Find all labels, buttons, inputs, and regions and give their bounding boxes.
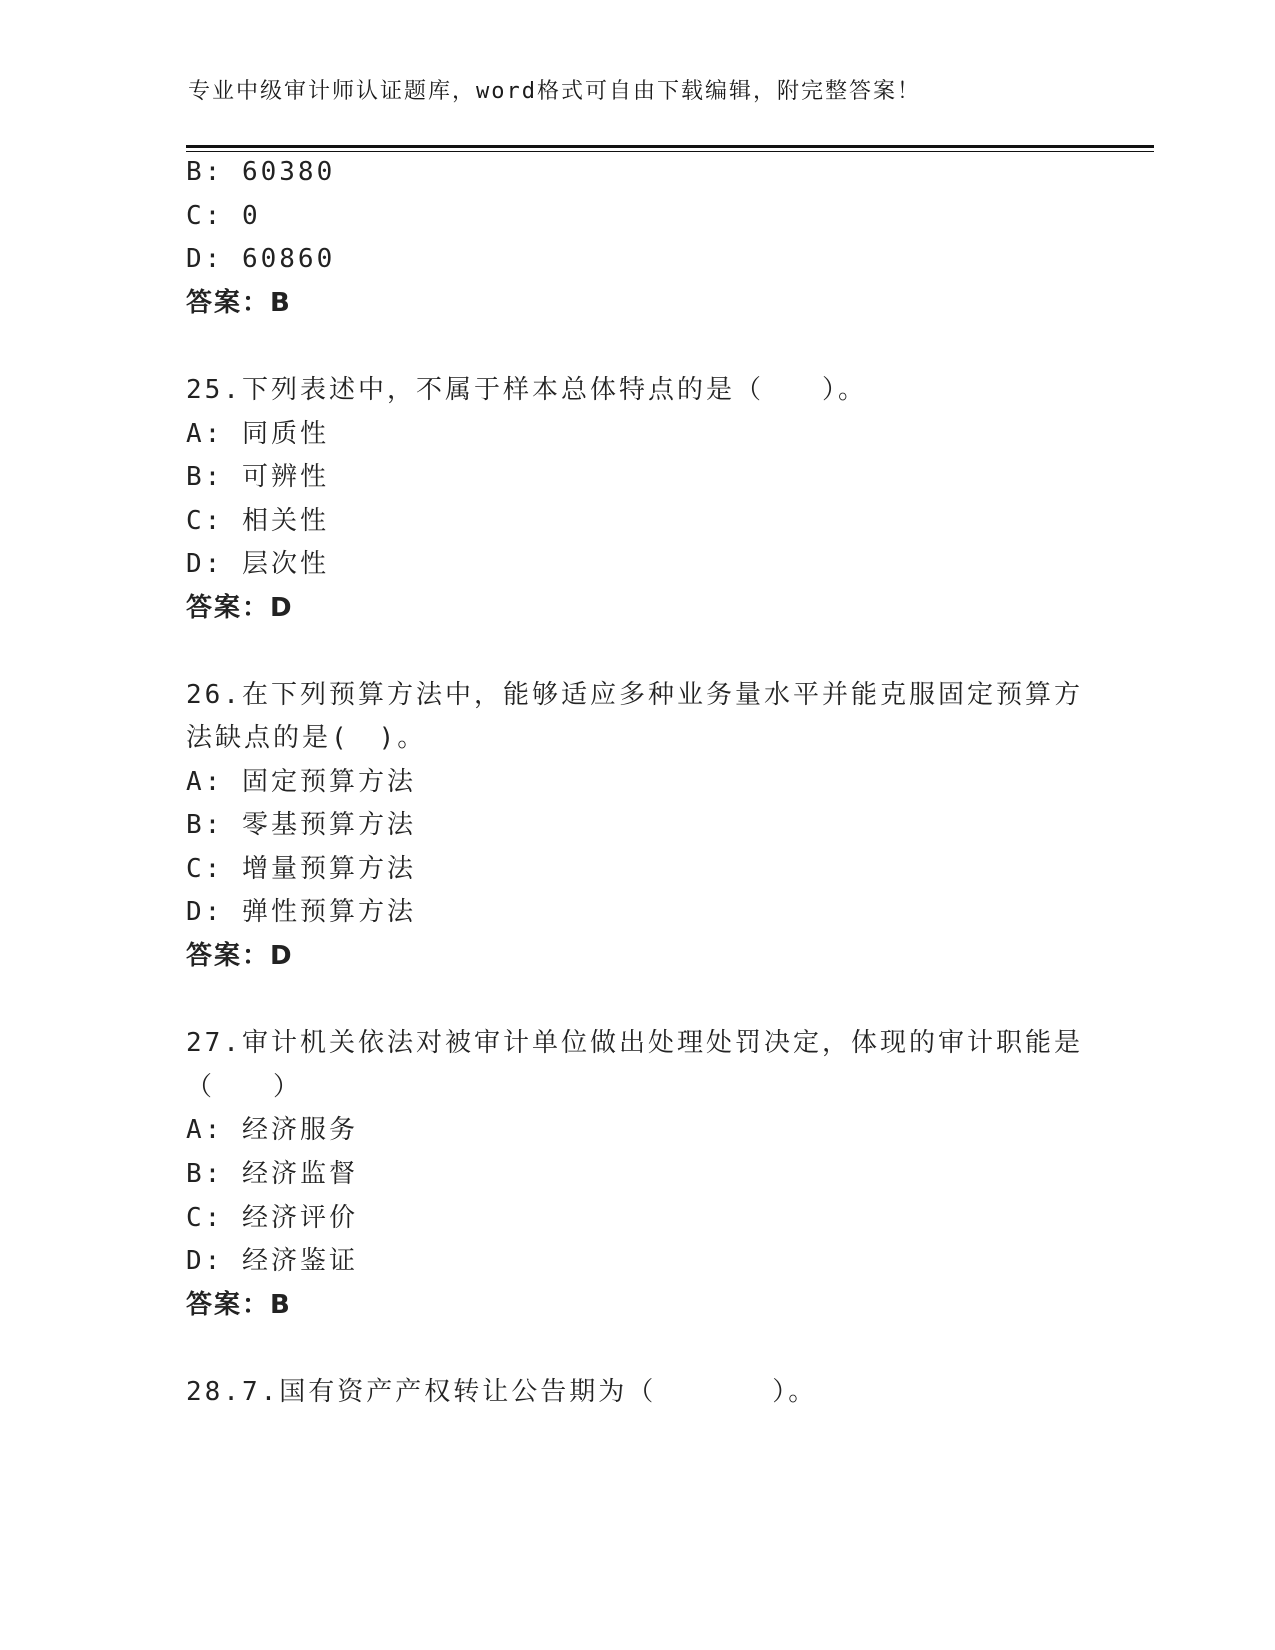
option-d: D: 经济鉴证 [186,1246,358,1276]
question-stem: 26.在下列预算方法中，能够适应多种业务量水平并能克服固定预算方 [186,680,1083,710]
option-a: A: 同质性 [186,419,329,449]
option-c: C: 0 [186,201,261,231]
option-b: B: 60380 [186,157,336,187]
option-d: D: 弹性预算方法 [186,897,416,927]
answer: 答案：D [186,593,294,623]
option-c: C: 经济评价 [186,1203,358,1233]
option-c: C: 增量预算方法 [186,854,416,884]
option-b: B: 经济监督 [186,1159,358,1189]
page-header: 专业中级审计师认证题库，word格式可自由下载编辑，附完整答案！ [188,79,921,104]
option-d: D: 60860 [186,244,336,274]
answer: 答案：B [186,288,292,318]
option-a: A: 固定预算方法 [186,767,416,797]
answer: 答案：B [186,1290,292,1320]
question-stem-continued: 法缺点的是( )。 [186,723,427,753]
header-rule-thin [186,151,1154,152]
option-d: D: 层次性 [186,549,329,579]
option-b: B: 零基预算方法 [186,810,416,840]
option-b: B: 可辨性 [186,462,329,492]
question-stem-continued: （ ） [186,1072,303,1102]
option-c: C: 相关性 [186,506,329,536]
header-rule-thick [186,145,1154,148]
question-stem: 25.下列表述中，不属于样本总体特点的是（ ）。 [186,375,867,405]
answer: 答案：D [186,941,294,971]
option-a: A: 经济服务 [186,1115,358,1145]
question-stem: 28.7.国有资产产权转让公告期为（ ）。 [186,1377,818,1407]
question-stem: 27.审计机关依法对被审计单位做出处理处罚决定，体现的审计职能是 [186,1028,1083,1058]
